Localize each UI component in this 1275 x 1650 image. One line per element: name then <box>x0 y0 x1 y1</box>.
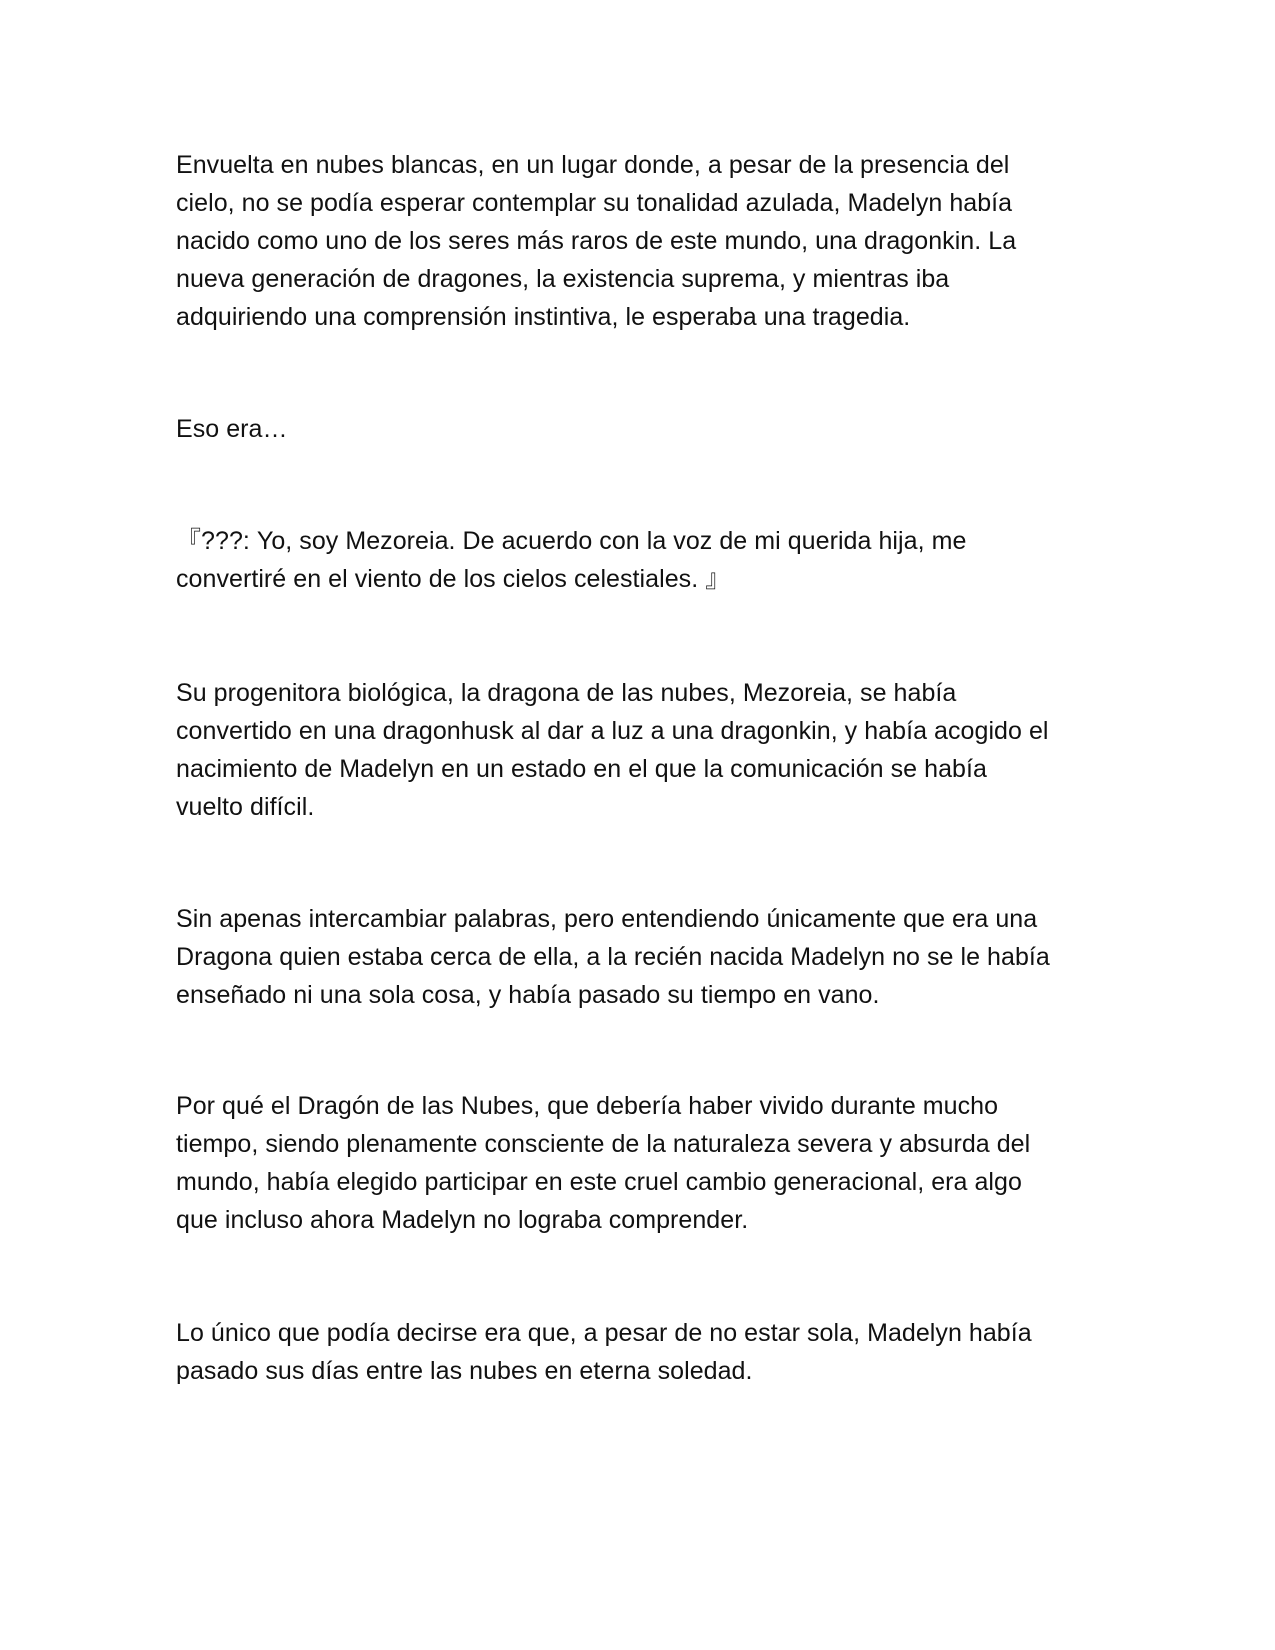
paragraph-solitude: Lo único que podía decirse era que, a pesar de no estar sola, Madelyn había pasado sus días entre las nubes en eterna soledad. <box>176 1319 1032 1385</box>
paragraph-intro: Envuelta en nubes blancas, en un lugar donde, a pesar de la presencia del cielo, no se podía esperar contemplar su tonalidad azulada, Madelyn había nacido como uno de los seres más raros de este mundo, una dragonkin. La nueva generación de dragones, la existencia suprema, y mientras iba adquiriendo una comprensión instintiva, le esperaba una tragedia. <box>176 151 1017 331</box>
paragraph-transition: Eso era… <box>176 415 288 443</box>
paragraph-newborn: Sin apenas intercambiar palabras, pero entendiendo únicamente que era una Dragona quien estaba cerca de ella, a la recién nacida Madelyn no se le había enseñado ni una sola cosa, y había pasado su tiempo en vano. <box>176 905 1050 1009</box>
dialogue-mezoreia: 『???: Yo, soy Mezoreia. De acuerdo con la voz de mi querida hija, me convertiré en el viento de los cielos celestiales. 』 <box>176 527 967 593</box>
paragraph-progenitor: Su progenitora biológica, la dragona de las nubes, Mezoreia, se había convertido en una dragonhusk al dar a luz a una dragonkin, y había acogido el nacimiento de Madelyn en un estado en el que la comunicación se había vuelto difícil. <box>176 679 1049 821</box>
paragraph-cloud-dragon: Por qué el Dragón de las Nubes, que debería haber vivido durante mucho tiempo, siendo plenamente consciente de la naturaleza severa y absurda del mundo, había elegido participar en este cruel cambio generacional, era algo que incluso ahora Madelyn no lograba comprender. <box>176 1092 1031 1234</box>
